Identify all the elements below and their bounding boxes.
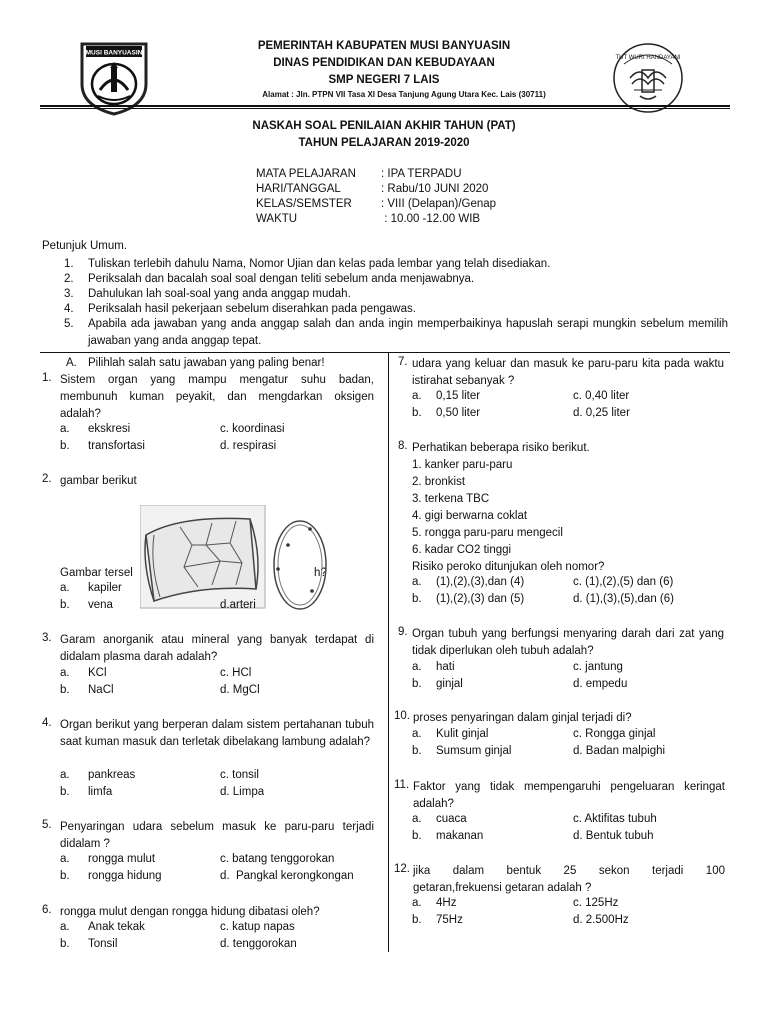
info-label-time: WAKTU: [256, 213, 298, 225]
option-b: NaCl: [88, 684, 114, 696]
instruction-number: 3.: [64, 288, 74, 300]
info-label-date: HARI/TANGGAL: [256, 183, 341, 195]
instruction-text: Periksalah hasil pekerjaan sebelum diserahkan pada pengawas.: [88, 303, 416, 315]
question-number: 1.: [42, 372, 52, 384]
question-number: 8.: [398, 440, 408, 452]
exam-title: NASKAH SOAL PENILAIAN AKHIR TAHUN (PAT): [252, 120, 516, 132]
risk-list-item: 4. gigi berwarna coklat: [412, 510, 528, 522]
option-b: (1),(2),(3) dan (5): [436, 593, 525, 605]
option-letter: a.: [412, 576, 422, 588]
option-b: limfa: [88, 786, 113, 798]
question-text-cont: h?: [314, 567, 327, 579]
option-c: c. batang tenggorokan: [220, 853, 335, 865]
option-letter: b.: [412, 745, 422, 757]
option-d: d. (1),(3),(5),dan (6): [573, 593, 674, 605]
risk-list-item: 1. kanker paru-paru: [412, 459, 513, 471]
option-letter: b.: [412, 407, 422, 419]
header-line-3: SMP NEGERI 7 LAIS: [328, 74, 440, 86]
info-value-class: : VIII (Delapan)/Genap: [381, 198, 497, 210]
option-b: ginjal: [436, 678, 463, 690]
option-a: 4Hz: [436, 897, 457, 909]
instruction-number: 4.: [64, 303, 74, 315]
option-letter: b.: [60, 870, 70, 882]
question-number: 2.: [42, 473, 52, 485]
option-letter: a.: [60, 921, 70, 933]
header-line-2: DINAS PENDIDIKAN DAN KEBUDAYAAN: [273, 57, 495, 69]
option-a: Anak tekak: [88, 921, 145, 933]
question-text: gambar berikut: [60, 475, 137, 487]
option-d: d. Badan malpighi: [573, 745, 666, 757]
option-c: c. 0,40 liter: [573, 390, 630, 402]
option-a: Kulit ginjal: [436, 728, 489, 740]
option-d: d. 2.500Hz: [573, 914, 629, 926]
question-number: 3.: [42, 632, 52, 644]
header-address: Alamat : Jln. PTPN VII Tasa XI Desa Tanjung Agung Utara Kec. Lais (30711): [262, 90, 546, 99]
question-text: Organ tubuh yang berfungsi menyaring darah dari zat yang tidak diperlukan oleh tubuh adalah?: [412, 628, 724, 657]
option-b: 0,50 liter: [436, 407, 481, 419]
logo-right-text: TUT WURI HANDAYANI: [615, 55, 681, 61]
option-letter: b.: [60, 440, 70, 452]
question-text: jika dalam bentuk 25 sekon terjadi 100 getaran,frekuensi getaran adalah ?: [413, 865, 729, 894]
option-letter: a.: [412, 897, 422, 909]
option-a: ekskresi: [88, 423, 131, 435]
option-c: c. 125Hz: [573, 897, 619, 909]
option-c: c. Aktifitas tubuh: [573, 813, 657, 825]
option-d: d. tenggorokan: [220, 938, 297, 950]
option-b: 75Hz: [436, 914, 463, 926]
option-b: transfortasi: [88, 440, 145, 452]
info-value-subject: : IPA TERPADU: [381, 168, 462, 180]
question-text: Faktor yang tidak mempengaruhi pengeluaran keringat adalah?: [413, 781, 725, 810]
instruction-number: 5.: [64, 318, 74, 330]
option-d: d. Limpa: [220, 786, 265, 798]
option-letter: b.: [412, 830, 422, 842]
option-letter: a.: [412, 390, 422, 402]
option-b: makanan: [436, 830, 484, 842]
option-a: kapiler: [88, 582, 122, 594]
question-text: Sistem organ yang mampu mengatur suhu badan, membunuh kuman peyakit, dan mengdarkan oksigen adalah?: [60, 374, 374, 420]
column-divider: [388, 352, 389, 952]
question-ask: Risiko peroko ditunjukan oleh nomor?: [412, 561, 605, 573]
option-c: c. Rongga ginjal: [573, 728, 656, 740]
option-b: rongga hidung: [88, 870, 162, 882]
option-letter: b.: [412, 914, 422, 926]
instructions-heading: Petunjuk Umum.: [42, 240, 128, 252]
option-d: d. 0,25 liter: [573, 407, 630, 419]
option-b: vena: [88, 599, 113, 611]
option-a: pankreas: [88, 769, 136, 781]
question-text: Perhatikan beberapa risiko berikut.: [412, 442, 590, 454]
option-d: d. empedu: [573, 678, 628, 690]
option-letter: b.: [60, 938, 70, 950]
header-divider-thick: [40, 105, 730, 107]
section-letter: A.: [66, 357, 77, 369]
question-number: 7.: [398, 356, 408, 368]
option-letter: b.: [60, 599, 70, 611]
question-text: Garam anorganik atau mineral yang banyak terdapat di didalam plasma darah adalah?: [60, 634, 374, 663]
option-c: c. koordinasi: [220, 423, 285, 435]
question-text: rongga mulut dengan rongga hidung dibatasi oleh?: [60, 906, 320, 918]
instruction-text: Apabila ada jawaban yang anda anggap salah dan anda ingin memperbaikinya hapuslah serapi mungkin sebelum memilih jawaban yang anda anggap tepat.: [88, 318, 728, 347]
option-letter: a.: [412, 813, 422, 825]
option-letter: b.: [412, 593, 422, 605]
option-c: c. (1),(2),(5) dan (6): [573, 576, 674, 588]
option-d: d. respirasi: [220, 440, 277, 452]
option-letter: a.: [60, 769, 70, 781]
question-number: 11.: [394, 779, 410, 791]
instruction-number: 1.: [64, 258, 74, 270]
option-a: rongga mulut: [88, 853, 156, 865]
option-b: Tonsil: [88, 938, 118, 950]
option-d: d. MgCl: [220, 684, 260, 696]
question-text: Organ berikut yang berperan dalam sistem pertahanan tubuh saat kuman masuk dan terletak dibelakang lambung adalah?: [60, 719, 374, 748]
option-a: (1),(2),(3),dan (4): [436, 576, 525, 588]
info-value-date: : Rabu/10 JUNI 2020: [381, 183, 489, 195]
option-letter: b.: [60, 684, 70, 696]
risk-list-item: 2. bronkist: [412, 476, 466, 488]
instruction-text: Dahulukan lah soal-soal yang anda anggap mudah.: [88, 288, 351, 300]
option-letter: b.: [60, 786, 70, 798]
question-text: Penyaringan udara sebelum masuk ke paru-paru terjadi didalam ?: [60, 821, 374, 850]
question-text: proses penyaringan dalam ginjal terjadi di?: [413, 712, 632, 724]
exam-year: TAHUN PELAJARAN 2019-2020: [298, 137, 470, 149]
info-label-class: KELAS/SEMSTER: [256, 198, 352, 210]
section-divider: [40, 352, 730, 353]
info-value-time: : 10.00 -12.00 WIB: [381, 213, 481, 225]
question-number: 9.: [398, 626, 408, 638]
info-label-subject: MATA PELAJARAN: [256, 168, 356, 180]
option-d: d.arteri: [220, 599, 256, 611]
option-letter: a.: [60, 853, 70, 865]
question-number: 4.: [42, 717, 52, 729]
question-text: udara yang keluar dan masuk ke paru-paru kita pada waktu istirahat sebanyak ?: [412, 358, 724, 387]
logo-left-text: MUSI BANYUASIN: [85, 49, 143, 57]
instruction-text: Tuliskan terlebih dahulu Nama, Nomor Ujian dan kelas pada lembar yang telah disediakan.: [88, 258, 551, 270]
header-divider-thin: [40, 108, 730, 109]
option-letter: a.: [60, 423, 70, 435]
option-letter: a.: [60, 667, 70, 679]
question-text-cont: Gambar tersel: [60, 567, 133, 579]
question-number: 6.: [42, 904, 52, 916]
option-c: c. katup napas: [220, 921, 295, 933]
option-c: c. tonsil: [220, 769, 259, 781]
option-letter: a.: [60, 582, 70, 594]
risk-list-item: 6. kadar CO2 tinggi: [412, 544, 512, 556]
instruction-text: Periksalah dan bacalah soal soal dengan teliti sebelum anda menjawabnya.: [88, 273, 475, 285]
risk-list-item: 5. rongga paru-paru mengecil: [412, 527, 563, 539]
option-a: hati: [436, 661, 455, 673]
risk-list-item: 3. terkena TBC: [412, 493, 490, 505]
option-d: d. Pangkal kerongkongan: [220, 870, 354, 882]
question-number: 12.: [394, 863, 410, 875]
option-d: d. Bentuk tubuh: [573, 830, 654, 842]
option-a: KCl: [88, 667, 107, 679]
instruction-number: 2.: [64, 273, 74, 285]
blood-vessel-figure: [140, 505, 336, 611]
option-b: Sumsum ginjal: [436, 745, 512, 757]
option-c: c. HCl: [220, 667, 252, 679]
option-a: 0,15 liter: [436, 390, 481, 402]
section-instruction: Pilihlah salah satu jawaban yang paling benar!: [88, 357, 325, 369]
option-letter: b.: [412, 678, 422, 690]
option-letter: a.: [412, 728, 422, 740]
question-number: 5.: [42, 819, 52, 831]
option-a: cuaca: [436, 813, 467, 825]
question-number: 10.: [394, 710, 410, 722]
option-c: c. jantung: [573, 661, 623, 673]
option-letter: a.: [412, 661, 422, 673]
header-line-1: PEMERINTAH KABUPATEN MUSI BANYUASIN: [257, 40, 511, 52]
